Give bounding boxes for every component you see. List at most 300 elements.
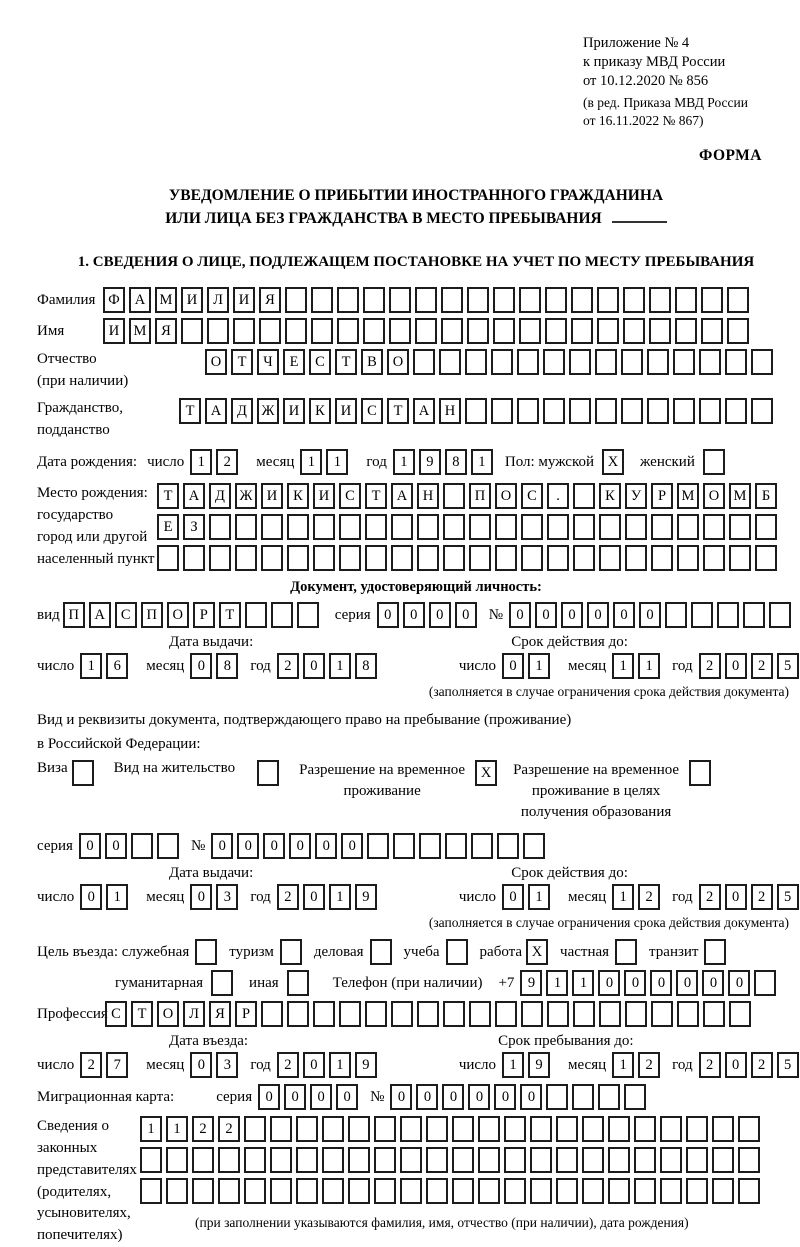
char-cell[interactable]: 1 (300, 449, 322, 475)
char-cell[interactable] (287, 545, 309, 571)
char-cell[interactable] (235, 545, 257, 571)
char-cell[interactable] (738, 1178, 760, 1204)
char-cell[interactable] (595, 349, 617, 375)
char-cell[interactable] (209, 545, 231, 571)
char-cell[interactable] (469, 545, 491, 571)
char-cell[interactable] (413, 349, 435, 375)
char-cell[interactable]: 2 (277, 653, 299, 679)
char-cell[interactable] (478, 1147, 500, 1173)
char-cell[interactable]: 2 (699, 1052, 721, 1078)
char-cell[interactable] (261, 545, 283, 571)
char-cell[interactable] (660, 1147, 682, 1173)
char-cell[interactable] (313, 545, 335, 571)
char-cell[interactable] (209, 514, 231, 540)
char-cell[interactable] (651, 545, 673, 571)
char-cell[interactable] (717, 602, 739, 628)
char-cell[interactable]: . (547, 483, 569, 509)
purpose-humanitarian-checkbox[interactable] (211, 970, 233, 996)
char-cell[interactable] (582, 1116, 604, 1142)
char-cell[interactable] (665, 602, 687, 628)
char-cell[interactable]: Д (209, 483, 231, 509)
char-cell[interactable]: М (129, 318, 151, 344)
char-cell[interactable] (517, 349, 539, 375)
char-cell[interactable]: И (103, 318, 125, 344)
char-cell[interactable]: 0 (377, 602, 399, 628)
char-cell[interactable] (571, 287, 593, 313)
char-cell[interactable] (192, 1147, 214, 1173)
char-cell[interactable] (400, 1178, 422, 1204)
char-cell[interactable]: 9 (355, 1052, 377, 1078)
char-cell[interactable]: А (183, 483, 205, 509)
char-cell[interactable]: Л (207, 287, 229, 313)
char-cell[interactable] (426, 1178, 448, 1204)
char-cell[interactable] (547, 1001, 569, 1027)
char-cell[interactable]: 0 (639, 602, 661, 628)
char-cell[interactable]: 1 (612, 653, 634, 679)
char-cell[interactable]: 1 (329, 1052, 351, 1078)
char-cell[interactable] (624, 1084, 646, 1110)
char-cell[interactable]: 0 (442, 1084, 464, 1110)
char-cell[interactable]: А (205, 398, 227, 424)
char-cell[interactable] (374, 1116, 396, 1142)
char-cell[interactable] (729, 514, 751, 540)
char-cell[interactable] (365, 514, 387, 540)
char-cell[interactable] (608, 1147, 630, 1173)
char-cell[interactable]: Ж (257, 398, 279, 424)
char-cell[interactable] (712, 1147, 734, 1173)
char-cell[interactable] (131, 833, 153, 859)
char-cell[interactable]: Т (131, 1001, 153, 1027)
char-cell[interactable]: О (167, 602, 189, 628)
char-cell[interactable] (517, 398, 539, 424)
char-cell[interactable]: 1 (528, 884, 550, 910)
char-cell[interactable]: 9 (528, 1052, 550, 1078)
char-cell[interactable]: 1 (612, 1052, 634, 1078)
char-cell[interactable] (311, 318, 333, 344)
char-cell[interactable] (530, 1116, 552, 1142)
char-cell[interactable]: Т (179, 398, 201, 424)
char-cell[interactable]: 0 (613, 602, 635, 628)
char-cell[interactable]: 2 (277, 884, 299, 910)
char-cell[interactable] (651, 1001, 673, 1027)
char-cell[interactable]: К (309, 398, 331, 424)
char-cell[interactable] (677, 514, 699, 540)
char-cell[interactable]: З (183, 514, 205, 540)
char-cell[interactable]: 1 (612, 884, 634, 910)
char-cell[interactable]: 0 (494, 1084, 516, 1110)
char-cell[interactable] (389, 287, 411, 313)
char-cell[interactable] (755, 514, 777, 540)
char-cell[interactable] (649, 318, 671, 344)
char-cell[interactable]: 0 (303, 653, 325, 679)
char-cell[interactable] (495, 1001, 517, 1027)
edu-residence-checkbox[interactable] (689, 760, 711, 786)
char-cell[interactable] (725, 349, 747, 375)
char-cell[interactable] (374, 1178, 396, 1204)
char-cell[interactable] (519, 318, 541, 344)
char-cell[interactable] (245, 602, 267, 628)
char-cell[interactable] (244, 1178, 266, 1204)
char-cell[interactable] (367, 833, 389, 859)
char-cell[interactable]: 0 (598, 970, 620, 996)
char-cell[interactable]: 0 (190, 653, 212, 679)
char-cell[interactable]: Я (155, 318, 177, 344)
char-cell[interactable]: У (625, 483, 647, 509)
char-cell[interactable] (556, 1116, 578, 1142)
char-cell[interactable] (491, 398, 513, 424)
char-cell[interactable]: Н (417, 483, 439, 509)
char-cell[interactable]: 0 (725, 884, 747, 910)
purpose-other-checkbox[interactable] (287, 970, 309, 996)
char-cell[interactable] (660, 1116, 682, 1142)
char-cell[interactable] (751, 398, 773, 424)
char-cell[interactable]: Л (183, 1001, 205, 1027)
purpose-official-checkbox[interactable] (195, 939, 217, 965)
char-cell[interactable] (374, 1147, 396, 1173)
char-cell[interactable] (495, 545, 517, 571)
char-cell[interactable] (348, 1178, 370, 1204)
char-cell[interactable] (623, 287, 645, 313)
char-cell[interactable] (673, 398, 695, 424)
char-cell[interactable] (348, 1116, 370, 1142)
char-cell[interactable] (452, 1178, 474, 1204)
char-cell[interactable] (686, 1147, 708, 1173)
char-cell[interactable] (218, 1147, 240, 1173)
char-cell[interactable]: 0 (284, 1084, 306, 1110)
char-cell[interactable] (469, 514, 491, 540)
char-cell[interactable] (727, 318, 749, 344)
char-cell[interactable] (491, 349, 513, 375)
char-cell[interactable] (465, 349, 487, 375)
char-cell[interactable]: 7 (106, 1052, 128, 1078)
char-cell[interactable] (192, 1178, 214, 1204)
char-cell[interactable]: 1 (471, 449, 493, 475)
char-cell[interactable] (419, 833, 441, 859)
char-cell[interactable]: 2 (699, 884, 721, 910)
char-cell[interactable] (625, 545, 647, 571)
char-cell[interactable]: 0 (587, 602, 609, 628)
char-cell[interactable] (599, 514, 621, 540)
char-cell[interactable]: С (105, 1001, 127, 1027)
char-cell[interactable] (504, 1116, 526, 1142)
char-cell[interactable]: Е (157, 514, 179, 540)
char-cell[interactable] (677, 545, 699, 571)
char-cell[interactable] (523, 833, 545, 859)
char-cell[interactable] (755, 545, 777, 571)
char-cell[interactable]: А (391, 483, 413, 509)
char-cell[interactable] (625, 514, 647, 540)
purpose-tourism-checkbox[interactable] (280, 939, 302, 965)
char-cell[interactable]: Р (651, 483, 673, 509)
char-cell[interactable] (727, 287, 749, 313)
char-cell[interactable] (426, 1116, 448, 1142)
char-cell[interactable] (443, 1001, 465, 1027)
char-cell[interactable]: 8 (216, 653, 238, 679)
char-cell[interactable] (337, 287, 359, 313)
char-cell[interactable] (365, 1001, 387, 1027)
char-cell[interactable]: 1 (326, 449, 348, 475)
char-cell[interactable] (495, 514, 517, 540)
char-cell[interactable]: 0 (702, 970, 724, 996)
char-cell[interactable] (621, 398, 643, 424)
char-cell[interactable]: 0 (315, 833, 337, 859)
char-cell[interactable]: С (309, 349, 331, 375)
char-cell[interactable] (621, 349, 643, 375)
char-cell[interactable] (157, 833, 179, 859)
char-cell[interactable]: 2 (80, 1052, 102, 1078)
char-cell[interactable] (415, 287, 437, 313)
char-cell[interactable] (649, 287, 671, 313)
char-cell[interactable] (270, 1116, 292, 1142)
char-cell[interactable] (651, 514, 673, 540)
char-cell[interactable] (660, 1178, 682, 1204)
residence-permit-checkbox[interactable] (257, 760, 279, 786)
char-cell[interactable]: С (339, 483, 361, 509)
char-cell[interactable] (673, 349, 695, 375)
char-cell[interactable] (389, 318, 411, 344)
char-cell[interactable] (504, 1147, 526, 1173)
char-cell[interactable] (634, 1116, 656, 1142)
char-cell[interactable] (339, 545, 361, 571)
char-cell[interactable]: М (677, 483, 699, 509)
char-cell[interactable] (287, 514, 309, 540)
char-cell[interactable]: С (361, 398, 383, 424)
char-cell[interactable]: О (205, 349, 227, 375)
char-cell[interactable] (296, 1147, 318, 1173)
char-cell[interactable]: К (599, 483, 621, 509)
char-cell[interactable]: Т (231, 349, 253, 375)
char-cell[interactable]: С (521, 483, 543, 509)
char-cell[interactable] (573, 514, 595, 540)
char-cell[interactable] (519, 287, 541, 313)
char-cell[interactable] (166, 1147, 188, 1173)
char-cell[interactable]: Ж (235, 483, 257, 509)
char-cell[interactable] (478, 1178, 500, 1204)
char-cell[interactable]: 1 (106, 884, 128, 910)
char-cell[interactable] (296, 1178, 318, 1204)
char-cell[interactable] (701, 318, 723, 344)
char-cell[interactable] (363, 287, 385, 313)
char-cell[interactable] (287, 1001, 309, 1027)
char-cell[interactable]: 0 (190, 1052, 212, 1078)
char-cell[interactable] (441, 318, 463, 344)
purpose-business-checkbox[interactable] (370, 939, 392, 965)
purpose-transit-checkbox[interactable] (704, 939, 726, 965)
char-cell[interactable]: 2 (277, 1052, 299, 1078)
char-cell[interactable] (729, 1001, 751, 1027)
char-cell[interactable] (699, 398, 721, 424)
char-cell[interactable] (140, 1178, 162, 1204)
char-cell[interactable] (571, 318, 593, 344)
char-cell[interactable]: 6 (106, 653, 128, 679)
char-cell[interactable] (521, 545, 543, 571)
char-cell[interactable]: Т (157, 483, 179, 509)
char-cell[interactable] (497, 833, 519, 859)
char-cell[interactable] (313, 1001, 335, 1027)
char-cell[interactable]: 0 (390, 1084, 412, 1110)
char-cell[interactable] (417, 514, 439, 540)
char-cell[interactable]: П (63, 602, 85, 628)
char-cell[interactable] (297, 602, 319, 628)
char-cell[interactable] (140, 1147, 162, 1173)
char-cell[interactable]: П (469, 483, 491, 509)
char-cell[interactable]: О (157, 1001, 179, 1027)
char-cell[interactable]: 9 (355, 884, 377, 910)
char-cell[interactable] (675, 287, 697, 313)
char-cell[interactable]: О (495, 483, 517, 509)
char-cell[interactable] (441, 287, 463, 313)
char-cell[interactable]: 2 (218, 1116, 240, 1142)
char-cell[interactable]: И (261, 483, 283, 509)
char-cell[interactable] (365, 545, 387, 571)
char-cell[interactable]: К (287, 483, 309, 509)
char-cell[interactable]: Р (193, 602, 215, 628)
char-cell[interactable]: 0 (520, 1084, 542, 1110)
char-cell[interactable]: 0 (341, 833, 363, 859)
char-cell[interactable] (572, 1084, 594, 1110)
char-cell[interactable]: 1 (190, 449, 212, 475)
char-cell[interactable] (452, 1116, 474, 1142)
char-cell[interactable] (493, 287, 515, 313)
char-cell[interactable]: Я (259, 287, 281, 313)
char-cell[interactable] (443, 545, 465, 571)
char-cell[interactable] (521, 514, 543, 540)
char-cell[interactable] (270, 1147, 292, 1173)
char-cell[interactable]: 5 (777, 884, 799, 910)
char-cell[interactable] (608, 1116, 630, 1142)
char-cell[interactable]: Д (231, 398, 253, 424)
char-cell[interactable]: 0 (468, 1084, 490, 1110)
char-cell[interactable] (599, 1001, 621, 1027)
char-cell[interactable] (244, 1116, 266, 1142)
char-cell[interactable]: 0 (289, 833, 311, 859)
char-cell[interactable]: М (729, 483, 751, 509)
char-cell[interactable] (573, 545, 595, 571)
char-cell[interactable]: 0 (725, 1052, 747, 1078)
char-cell[interactable] (729, 545, 751, 571)
char-cell[interactable]: 0 (263, 833, 285, 859)
char-cell[interactable] (337, 318, 359, 344)
char-cell[interactable]: 2 (638, 1052, 660, 1078)
char-cell[interactable] (691, 602, 713, 628)
char-cell[interactable] (233, 318, 255, 344)
char-cell[interactable] (471, 833, 493, 859)
char-cell[interactable]: 0 (509, 602, 531, 628)
char-cell[interactable]: О (703, 483, 725, 509)
char-cell[interactable]: Т (335, 349, 357, 375)
char-cell[interactable]: 8 (355, 653, 377, 679)
char-cell[interactable] (546, 1084, 568, 1110)
char-cell[interactable] (244, 1147, 266, 1173)
char-cell[interactable] (677, 1001, 699, 1027)
char-cell[interactable] (647, 349, 669, 375)
char-cell[interactable] (573, 1001, 595, 1027)
char-cell[interactable]: 3 (216, 1052, 238, 1078)
char-cell[interactable]: 0 (303, 884, 325, 910)
char-cell[interactable] (597, 287, 619, 313)
char-cell[interactable] (339, 514, 361, 540)
char-cell[interactable] (400, 1116, 422, 1142)
temp-residence-checkbox[interactable]: X (475, 760, 497, 786)
char-cell[interactable] (183, 545, 205, 571)
char-cell[interactable] (311, 287, 333, 313)
char-cell[interactable] (363, 318, 385, 344)
char-cell[interactable] (556, 1178, 578, 1204)
char-cell[interactable] (259, 318, 281, 344)
char-cell[interactable] (218, 1178, 240, 1204)
char-cell[interactable]: 1 (502, 1052, 524, 1078)
char-cell[interactable]: 0 (79, 833, 101, 859)
char-cell[interactable]: 0 (455, 602, 477, 628)
char-cell[interactable]: Т (387, 398, 409, 424)
char-cell[interactable] (573, 483, 595, 509)
char-cell[interactable]: 0 (502, 653, 524, 679)
char-cell[interactable]: 1 (166, 1116, 188, 1142)
char-cell[interactable]: О (387, 349, 409, 375)
char-cell[interactable]: 0 (676, 970, 698, 996)
char-cell[interactable] (738, 1116, 760, 1142)
char-cell[interactable] (478, 1116, 500, 1142)
char-cell[interactable] (712, 1116, 734, 1142)
char-cell[interactable]: 1 (329, 884, 351, 910)
char-cell[interactable] (530, 1147, 552, 1173)
char-cell[interactable]: 0 (624, 970, 646, 996)
char-cell[interactable] (703, 514, 725, 540)
char-cell[interactable] (493, 318, 515, 344)
char-cell[interactable] (545, 287, 567, 313)
char-cell[interactable]: Я (209, 1001, 231, 1027)
char-cell[interactable]: 0 (728, 970, 750, 996)
char-cell[interactable] (547, 545, 569, 571)
char-cell[interactable]: Б (755, 483, 777, 509)
char-cell[interactable]: Т (365, 483, 387, 509)
char-cell[interactable] (504, 1178, 526, 1204)
char-cell[interactable]: Ф (103, 287, 125, 313)
char-cell[interactable] (754, 970, 776, 996)
char-cell[interactable] (393, 833, 415, 859)
char-cell[interactable] (417, 545, 439, 571)
char-cell[interactable]: И (181, 287, 203, 313)
char-cell[interactable] (391, 514, 413, 540)
char-cell[interactable]: 9 (520, 970, 542, 996)
char-cell[interactable]: Т (219, 602, 241, 628)
char-cell[interactable] (751, 349, 773, 375)
char-cell[interactable] (469, 1001, 491, 1027)
char-cell[interactable]: И (335, 398, 357, 424)
char-cell[interactable]: 9 (419, 449, 441, 475)
char-cell[interactable]: А (129, 287, 151, 313)
char-cell[interactable]: 2 (699, 653, 721, 679)
char-cell[interactable] (261, 514, 283, 540)
char-cell[interactable]: И (313, 483, 335, 509)
char-cell[interactable]: 1 (546, 970, 568, 996)
char-cell[interactable] (701, 287, 723, 313)
char-cell[interactable] (647, 398, 669, 424)
char-cell[interactable]: 1 (329, 653, 351, 679)
char-cell[interactable]: Н (439, 398, 461, 424)
char-cell[interactable] (738, 1147, 760, 1173)
char-cell[interactable] (608, 1178, 630, 1204)
char-cell[interactable] (634, 1178, 656, 1204)
char-cell[interactable] (322, 1147, 344, 1173)
char-cell[interactable] (582, 1147, 604, 1173)
char-cell[interactable]: С (115, 602, 137, 628)
char-cell[interactable]: Ч (257, 349, 279, 375)
char-cell[interactable]: 5 (777, 1052, 799, 1078)
char-cell[interactable]: 1 (393, 449, 415, 475)
char-cell[interactable] (703, 545, 725, 571)
char-cell[interactable] (235, 514, 257, 540)
